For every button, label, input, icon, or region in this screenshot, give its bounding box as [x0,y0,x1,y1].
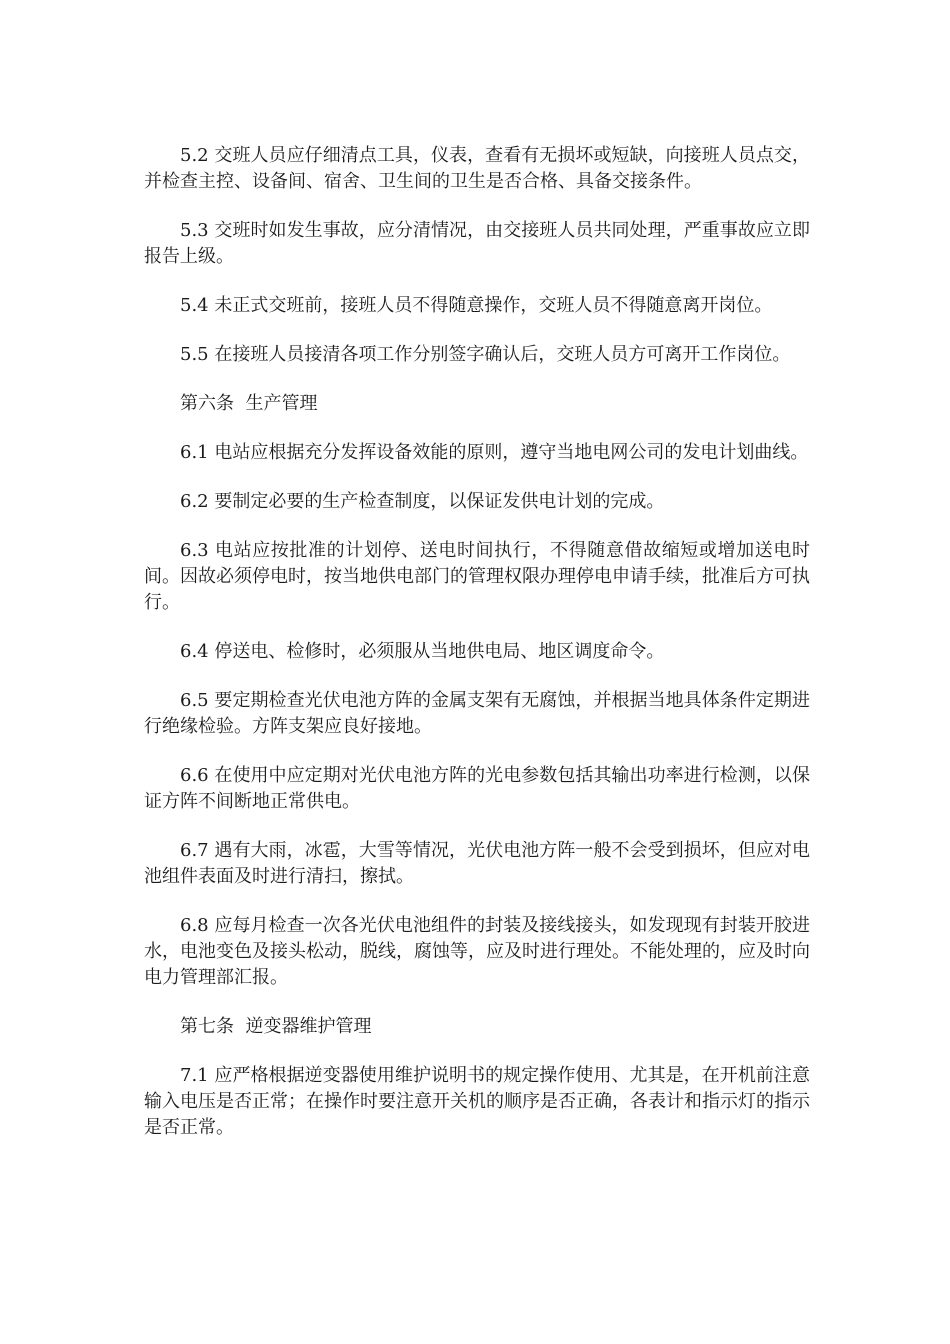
paragraph-6-6: 6.6 在使用中应定期对光伏电池方阵的光电参数包括其输出功率进行检测，以保证方阵不间断地正常供电。 [144,765,810,812]
paragraph-6-7: 6.7 遇有大雨，冰雹，大雪等情况，光伏电池方阵一般不会受到损坏，但应对电池组件表面及时进行清扫，擦拭。 [144,840,810,887]
paragraph-5-4: 5.4 未正式交班前，接班人员不得随意操作，交班人员不得随意离开岗位。 [180,295,773,316]
section-heading-article-7: 第七条 逆变器维护管理 [180,1016,372,1037]
paragraph-5-5: 5.5 在接班人员接清各项工作分别签字确认后，交班人员方可离开工作岗位。 [180,344,791,365]
paragraph-6-1: 6.1 电站应根据充分发挥设备效能的原则，遵守当地电网公司的发电计划曲线。 [180,442,809,463]
paragraph-6-8: 6.8 应每月检查一次各光伏电池组件的封装及接线接头，如发现现有封装开胶进水，电池变色及接头松动，脱线，腐蚀等，应及时进行理处。不能处理的，应及时向电力管理部汇报。 [144,915,810,988]
paragraph-6-4: 6.4 停送电、检修时，必须服从当地供电局、地区调度命令。 [180,641,665,662]
paragraph-6-5: 6.5 要定期检查光伏电池方阵的金属支架有无腐蚀，并根据当地具体条件定期进行绝缘检验。方阵支架应良好接地。 [144,690,810,737]
paragraph-6-3: 6.3 电站应按批准的计划停、送电时间执行，不得随意借故缩短或增加送电时间。因故必须停电时，按当地供电部门的管理权限办理停电申请手续，批准后方可执行。 [144,540,810,613]
paragraph-6-2: 6.2 要制定必要的生产检查制度，以保证发供电计划的完成。 [180,491,665,512]
paragraph-5-2: 5.2 交班人员应仔细清点工具，仪表，查看有无损坏或短缺，向接班人员点交，并检查主控、设备间、宿舍、卫生间的卫生是否合格、具备交接条件。 [144,145,810,192]
section-heading-article-6: 第六条 生产管理 [180,393,318,414]
document-body [144,143,810,1164]
paragraph-5-3: 5.3 交班时如发生事故，应分清情况，由交接班人员共同处理，严重事故应立即报告上级。 [144,220,810,267]
paragraph-7-1: 7.1 应严格根据逆变器使用维护说明书的规定操作使用、尤其是，在开机前注意输入电压是否正常；在操作时要注意开关机的顺序是否正确，各表计和指示灯的指示是否正常。 [144,1065,810,1138]
